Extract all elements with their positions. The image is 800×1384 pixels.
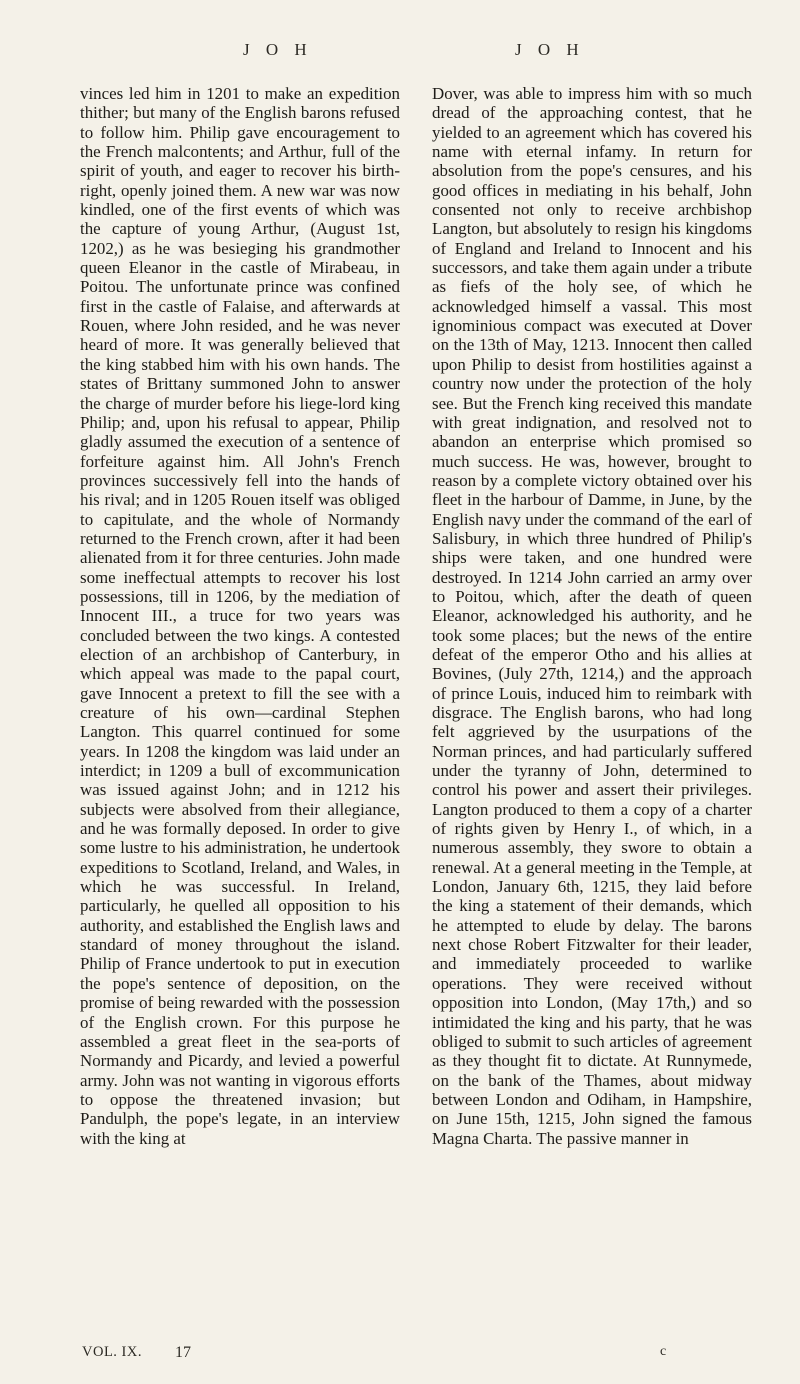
signature-mark: 17 bbox=[175, 1344, 191, 1361]
running-head-right: J O H bbox=[515, 40, 585, 59]
running-head-left: J O H bbox=[243, 40, 313, 59]
text-column-right bbox=[432, 84, 752, 1148]
volume-number: VOL. IX. bbox=[82, 1344, 142, 1360]
text-column-left bbox=[80, 84, 400, 1148]
column-text: vinces led him in 1201 to make an expedition thither; but many of the English barons refused to follow him. Philip gave encouragement to the French malcontents; and Arthur, full of the spirit of youth, and eager to recover his birth-right, openly joined them. A new war was now kindled, one of the first events of which was the capture of young Arthur, (August 1st, 1202,) as he was besieging his grandmother queen Eleanor in the castle of Mirabeau, in Poitou. The unfortunate prince was confined first in the castle of Falaise, and afterwards at Rouen, where John resided, and he was never heard of more. It was generally believed that the king stabbed him with his own hands. The states of Brittany summoned John to answer the charge of murder before his liege-lord king Philip; and, upon his refusal to appear, Philip gladly assumed the execution of a sentence of forfeiture against him. All John's French provinces successively fell into the hands of his rival; and in 1205 Rouen itself was obliged to capitulate, and the whole of Normandy returned to the French crown, after it had been alienated from it for three centuries. John made some ineffectual attempts to recover his lost possessions, till in 1206, by the mediation of Innocent III., a truce for two years was concluded between the two kings. A contested election of an archbishop of Canterbury, in which appeal was made to the papal court, gave Innocent a pretext to fill the see with a creature of his own—cardinal Stephen Langton. This quarrel continued for some years. In 1208 the kingdom was laid under an interdict; in 1209 a bull of excommunication was issued against John; and in 1212 his subjects were absolved from their allegiance, and he was formally deposed. In order to give some lustre to his administration, he undertook expeditions to Scotland, Ireland, and Wales, in which he was successful. In Ireland, particularly, he quelled all opposition to his authority, and established the English laws and standard of money throughout the island. Philip of France undertook to put in execution the pope's sentence of deposition, on the promise of being rewarded with the possession of the English crown. For this purpose he assembled a great fleet in the sea-ports of Normandy and Picardy, and levied a powerful army. John was not wanting in vigorous efforts to oppose the threatened invasion; but Pandulph, the pope's legate, in an interview with the king at bbox=[80, 84, 400, 1148]
column-text: Dover, was able to impress him with so much dread of the approaching contest, that he yielded to an agreement which has covered his name with eternal infamy. In return for absolution from the pope's censures, and his good offices in mediating in his behalf, John consented not only to receive archbishop Langton, but absolutely to resign his kingdoms of England and Ireland to Innocent and his successors, and take them again under a tribute as fiefs of the holy see, of which he acknowledged himself a vassal. This most ignominious compact was executed at Dover on the 13th of May, 1213. Innocent then called upon Philip to desist from hostilities against a country now under the protection of the holy see. But the French king received this mandate with great indignation, and resolved not to abandon an enterprise which promised so much success. He was, however, brought to reason by a complete victory obtained over his fleet in the harbour of Damme, in June, by the English navy under the command of the earl of Salisbury, in which three hundred of Philip's ships were taken, and one hundred were destroyed. In 1214 John carried an army over to Poitou, which, after the death of queen Eleanor, acknowledged his authority, and he took some places; but the news of the entire defeat of the emperor Otho and his allies at Bovines, (July 27th, 1214,) and the approach of prince Louis, induced him to reimbark with disgrace. The English barons, who had long felt aggrieved by the usurpations of the Norman princes, and had particularly suffered under the tyranny of John, determined to control his power and assert their privileges. Langton produced to them a copy of a charter of rights given by Henry I., of which, in a numerous assembly, they swore to obtain a renewal. At a general meeting in the Temple, at London, January 6th, 1215, they laid before the king a statement of their demands, which he attempted to elude by delay. The barons next chose Robert Fitzwalter for their leader, and immediately proceeded to warlike operations. They were received without opposition into London, (May 17th,) and so intimidated the king and his party, that he was obliged to submit to such articles of agreement as they thought fit to dictate. At Runnymede, on the bank of the Thames, about midway between London and Odiham, in Hampshire, on June 15th, 1215, John signed the famous Magna Charta. The passive manner in bbox=[432, 84, 752, 1148]
catchword: c bbox=[660, 1344, 667, 1359]
